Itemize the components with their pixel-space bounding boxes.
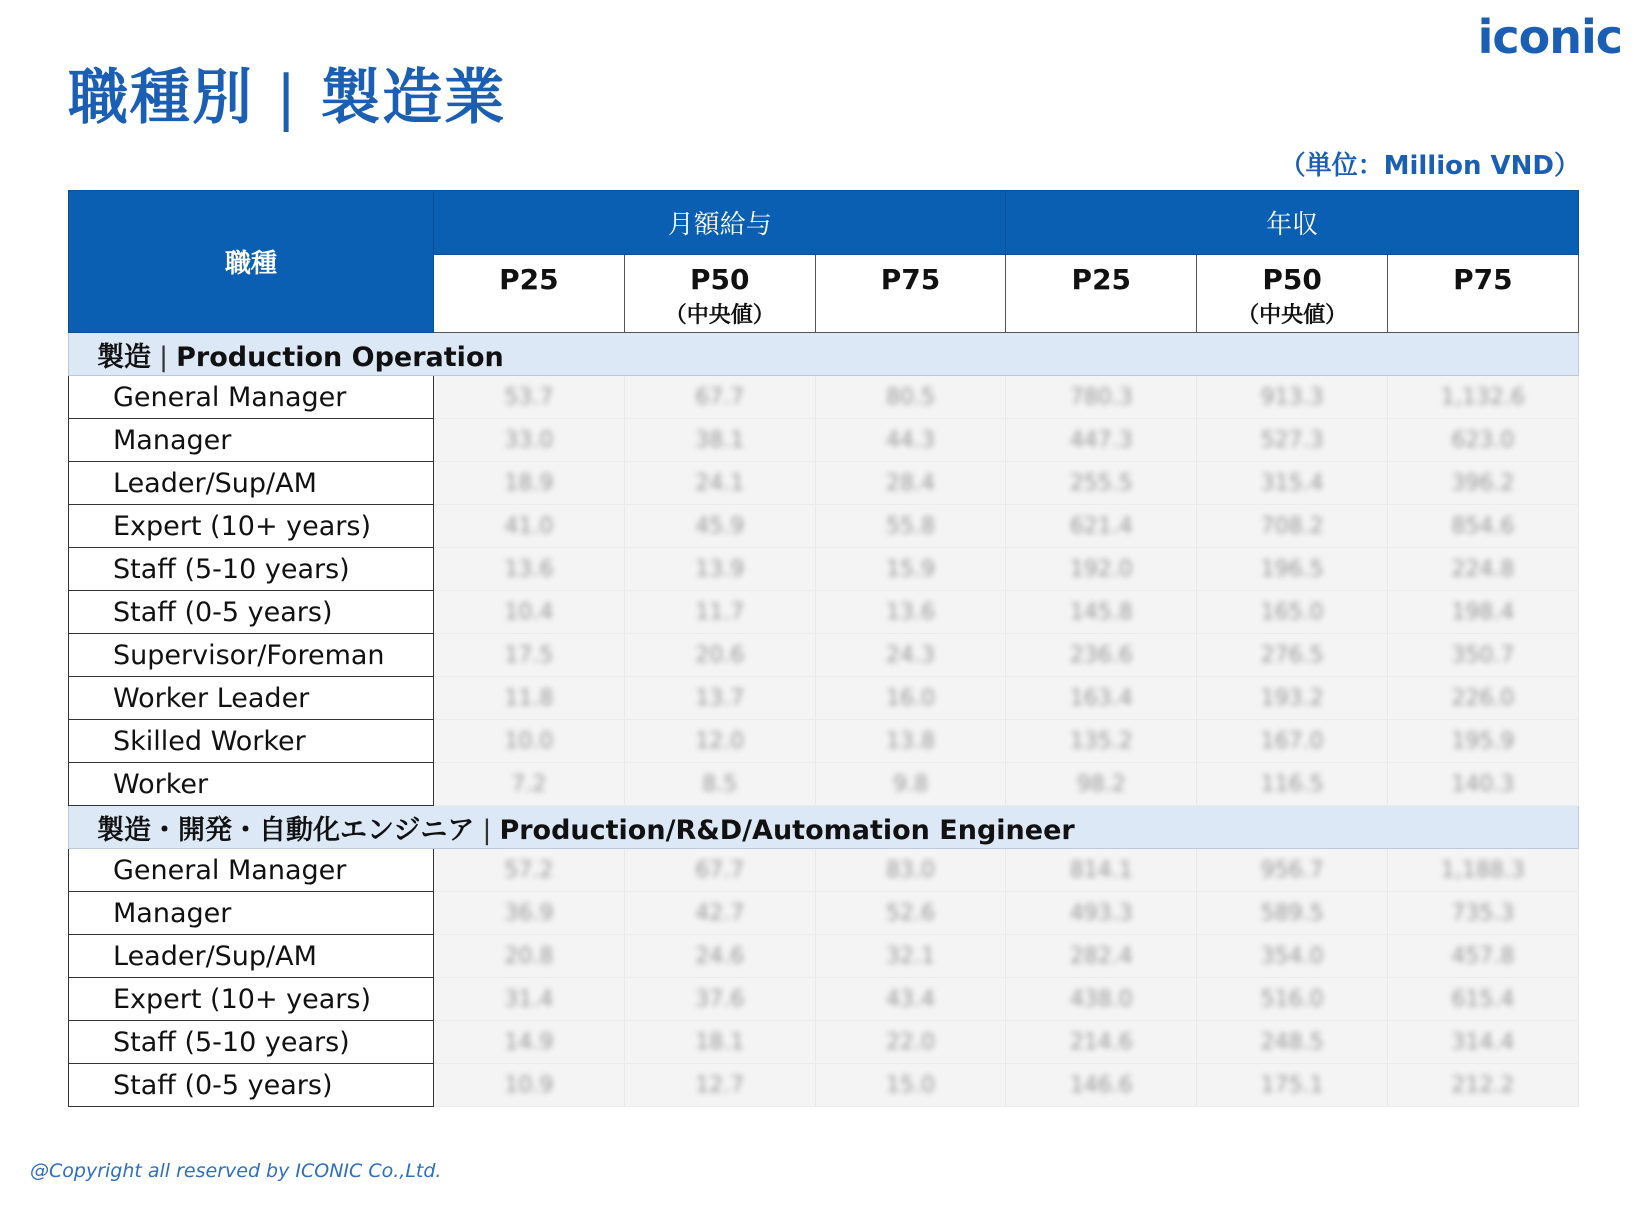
value-cell xyxy=(1388,677,1579,720)
blurred-value: 83.0 xyxy=(886,857,935,883)
blurred-value: 11.7 xyxy=(695,599,745,625)
value-cell xyxy=(434,849,625,892)
blurred-value: 198.4 xyxy=(1451,599,1515,625)
blurred-value: 13.6 xyxy=(504,556,554,582)
value-cell xyxy=(815,1064,1006,1107)
value-cell xyxy=(434,419,625,462)
blurred-value: 354.0 xyxy=(1260,943,1324,969)
blurred-value: 276.5 xyxy=(1260,642,1324,668)
value-cell xyxy=(1388,548,1579,591)
value-cell xyxy=(1197,591,1388,634)
value-cell xyxy=(434,376,625,419)
blurred-value: 116.5 xyxy=(1260,771,1324,797)
median-note: （中央値） xyxy=(664,303,775,328)
section-header-row xyxy=(69,806,1579,849)
table-row xyxy=(69,849,1579,892)
blurred-value: 165.0 xyxy=(1260,599,1324,625)
value-cell xyxy=(434,505,625,548)
header-percentile xyxy=(815,255,1006,333)
value-cell xyxy=(624,591,815,634)
blurred-value: 167.0 xyxy=(1260,728,1324,754)
blurred-value: 493.3 xyxy=(1069,900,1133,926)
value-cell xyxy=(624,1021,815,1064)
value-cell xyxy=(1006,505,1197,548)
blurred-value: 36.9 xyxy=(504,900,554,926)
job-title-cell: Worker xyxy=(69,763,434,806)
blurred-value: 438.0 xyxy=(1069,986,1133,1012)
section-title xyxy=(69,333,1579,376)
percentile-label: P75 xyxy=(1453,263,1513,296)
table-row xyxy=(69,591,1579,634)
value-cell xyxy=(1197,935,1388,978)
blurred-value: 224.8 xyxy=(1451,556,1515,582)
blurred-value: 80.5 xyxy=(886,384,935,410)
blurred-value: 22.0 xyxy=(886,1029,935,1055)
value-cell xyxy=(1006,462,1197,505)
value-cell xyxy=(815,677,1006,720)
value-cell xyxy=(1006,978,1197,1021)
blurred-value: 780.3 xyxy=(1069,384,1133,410)
table-row xyxy=(69,634,1579,677)
value-cell xyxy=(434,1064,625,1107)
table-row xyxy=(69,548,1579,591)
blurred-value: 43.4 xyxy=(886,986,935,1012)
value-cell xyxy=(1006,849,1197,892)
blurred-value: 621.4 xyxy=(1069,513,1133,539)
value-cell xyxy=(815,1021,1006,1064)
value-cell xyxy=(624,1064,815,1107)
blurred-value: 10.4 xyxy=(504,599,554,625)
blurred-value: 57.2 xyxy=(504,857,554,883)
header-annual-income: 年収 xyxy=(1006,191,1578,255)
job-title-cell: Manager xyxy=(69,419,434,462)
blurred-value: 67.7 xyxy=(695,857,745,883)
value-cell xyxy=(1388,720,1579,763)
value-cell xyxy=(1388,591,1579,634)
value-cell xyxy=(815,849,1006,892)
blurred-value: 37.6 xyxy=(695,986,745,1012)
value-cell xyxy=(1006,419,1197,462)
job-title-cell: Staff (0-5 years) xyxy=(69,591,434,634)
value-cell xyxy=(815,462,1006,505)
value-cell xyxy=(624,720,815,763)
value-cell xyxy=(624,376,815,419)
value-cell xyxy=(434,462,625,505)
section-label-en: Production Operation xyxy=(176,341,504,373)
header-monthly-salary: 月額給与 xyxy=(434,191,1006,255)
section-header-row xyxy=(69,333,1579,376)
blurred-value: 589.5 xyxy=(1260,900,1324,926)
blurred-value: 175.1 xyxy=(1260,1072,1324,1098)
value-cell xyxy=(1197,849,1388,892)
value-cell xyxy=(434,548,625,591)
value-cell xyxy=(1006,720,1197,763)
blurred-value: 350.7 xyxy=(1451,642,1515,668)
section-label-en: Production/R&D/Automation Engineer xyxy=(499,814,1075,846)
value-cell xyxy=(1388,1064,1579,1107)
unit-label: （単位：Million VND） xyxy=(1279,151,1580,181)
job-title-cell: Staff (0-5 years) xyxy=(69,1064,434,1107)
table-row xyxy=(69,376,1579,419)
blurred-value: 226.0 xyxy=(1451,685,1515,711)
value-cell xyxy=(434,634,625,677)
blurred-value: 20.6 xyxy=(695,642,745,668)
salary-table xyxy=(68,190,1579,1107)
table-row xyxy=(69,935,1579,978)
blurred-value: 195.9 xyxy=(1451,728,1515,754)
blurred-value: 42.7 xyxy=(695,900,745,926)
blurred-value: 13.9 xyxy=(695,556,745,582)
value-cell xyxy=(815,548,1006,591)
blurred-value: 12.0 xyxy=(695,728,745,754)
blurred-value: 135.2 xyxy=(1069,728,1133,754)
blurred-value: 214.6 xyxy=(1069,1029,1133,1055)
blurred-value: 314.4 xyxy=(1451,1029,1515,1055)
blurred-value: 45.9 xyxy=(695,513,745,539)
blurred-value: 615.4 xyxy=(1451,986,1515,1012)
value-cell xyxy=(1197,763,1388,806)
value-cell xyxy=(624,462,815,505)
value-cell xyxy=(434,677,625,720)
value-cell xyxy=(1006,548,1197,591)
value-cell xyxy=(1197,978,1388,1021)
page-title xyxy=(68,50,506,136)
title-category: 職種別 xyxy=(68,63,254,133)
table-row xyxy=(69,677,1579,720)
value-cell xyxy=(1006,1021,1197,1064)
value-cell xyxy=(1197,1064,1388,1107)
blurred-value: 457.8 xyxy=(1451,943,1515,969)
value-cell xyxy=(434,1021,625,1064)
blurred-value: 13.7 xyxy=(695,685,745,711)
blurred-value: 248.5 xyxy=(1260,1029,1324,1055)
blurred-value: 956.7 xyxy=(1260,857,1324,883)
blurred-value: 854.6 xyxy=(1451,513,1515,539)
blurred-value: 315.4 xyxy=(1260,470,1324,496)
value-cell xyxy=(815,935,1006,978)
value-cell xyxy=(1388,978,1579,1021)
value-cell xyxy=(624,419,815,462)
blurred-value: 33.0 xyxy=(504,427,554,453)
value-cell xyxy=(1388,634,1579,677)
blurred-value: 282.4 xyxy=(1069,943,1133,969)
value-cell xyxy=(624,548,815,591)
blurred-value: 67.7 xyxy=(695,384,745,410)
blurred-value: 193.2 xyxy=(1260,685,1324,711)
header-percentile xyxy=(1006,255,1197,333)
blurred-value: 527.3 xyxy=(1260,427,1324,453)
value-cell xyxy=(1197,505,1388,548)
blurred-value: 9.8 xyxy=(893,771,928,797)
median-note: （中央値） xyxy=(1237,303,1348,328)
value-cell xyxy=(434,892,625,935)
job-title-cell: Manager xyxy=(69,892,434,935)
value-cell xyxy=(1006,892,1197,935)
value-cell xyxy=(624,978,815,1021)
blurred-value: 10.9 xyxy=(504,1072,554,1098)
percentile-label: P75 xyxy=(880,263,941,296)
blurred-value: 44.3 xyxy=(886,427,935,453)
blurred-value: 163.4 xyxy=(1069,685,1133,711)
blurred-value: 708.2 xyxy=(1260,513,1324,539)
value-cell xyxy=(1197,462,1388,505)
job-title-cell: Expert (10+ years) xyxy=(69,978,434,1021)
value-cell xyxy=(624,634,815,677)
value-cell xyxy=(815,505,1006,548)
section-label-jp: 製造・開発・自動化エンジニア xyxy=(97,814,475,846)
copyright-footer: @Copyright all reserved by ICONIC Co.,Ltd. xyxy=(30,1160,442,1182)
value-cell xyxy=(1388,849,1579,892)
blurred-value: 98.2 xyxy=(1076,771,1126,797)
job-title-cell: Worker Leader xyxy=(69,677,434,720)
blurred-value: 41.0 xyxy=(504,513,554,539)
value-cell xyxy=(1197,677,1388,720)
header-percentile xyxy=(1388,255,1579,333)
value-cell xyxy=(1006,935,1197,978)
value-cell xyxy=(815,591,1006,634)
value-cell xyxy=(815,720,1006,763)
value-cell xyxy=(624,892,815,935)
blurred-value: 52.6 xyxy=(886,900,935,926)
value-cell xyxy=(1388,892,1579,935)
percentile-label: P50 xyxy=(689,263,750,296)
blurred-value: 1,188.3 xyxy=(1440,857,1525,883)
value-cell xyxy=(1388,935,1579,978)
table-row xyxy=(69,892,1579,935)
table-row xyxy=(69,505,1579,548)
table-row xyxy=(69,419,1579,462)
blurred-value: 7.2 xyxy=(511,771,547,797)
blurred-value: 10.0 xyxy=(504,728,554,754)
blurred-value: 516.0 xyxy=(1260,986,1324,1012)
blurred-value: 55.8 xyxy=(886,513,935,539)
value-cell xyxy=(624,849,815,892)
value-cell xyxy=(434,720,625,763)
table-row xyxy=(69,978,1579,1021)
title-industry: 製造業 xyxy=(320,63,507,133)
blurred-value: 15.0 xyxy=(886,1072,935,1098)
value-cell xyxy=(1006,677,1197,720)
job-title-cell: Staff (5-10 years) xyxy=(69,1021,434,1064)
blurred-value: 913.3 xyxy=(1260,384,1324,410)
blurred-value: 13.6 xyxy=(886,599,935,625)
value-cell xyxy=(1197,1021,1388,1064)
job-title-cell: Expert (10+ years) xyxy=(69,505,434,548)
blurred-value: 16.0 xyxy=(886,685,935,711)
value-cell xyxy=(1197,634,1388,677)
blurred-value: 17.5 xyxy=(504,642,554,668)
blurred-value: 146.6 xyxy=(1069,1072,1133,1098)
value-cell xyxy=(1006,634,1197,677)
header-percentile xyxy=(624,255,815,333)
percentile-label: P25 xyxy=(1071,263,1132,296)
blurred-value: 15.9 xyxy=(886,556,935,582)
header-percentile xyxy=(434,255,625,333)
value-cell xyxy=(815,419,1006,462)
table-row xyxy=(69,462,1579,505)
value-cell xyxy=(624,763,815,806)
blurred-value: 145.8 xyxy=(1069,599,1133,625)
value-cell xyxy=(1388,376,1579,419)
value-cell xyxy=(815,892,1006,935)
value-cell xyxy=(1197,720,1388,763)
section-separator: | xyxy=(482,814,492,846)
table-body xyxy=(69,333,1579,1107)
iconic-logo: iconic xyxy=(1477,10,1622,64)
value-cell xyxy=(434,935,625,978)
percentile-label: P50 xyxy=(1262,263,1322,296)
value-cell xyxy=(1006,763,1197,806)
value-cell xyxy=(1388,763,1579,806)
value-cell xyxy=(1006,376,1197,419)
blurred-value: 255.5 xyxy=(1069,470,1133,496)
blurred-value: 24.6 xyxy=(695,943,745,969)
table-row xyxy=(69,763,1579,806)
value-cell xyxy=(434,978,625,1021)
job-title-cell: Supervisor/Foreman xyxy=(69,634,434,677)
blurred-value: 24.3 xyxy=(886,642,935,668)
value-cell xyxy=(434,763,625,806)
value-cell xyxy=(1388,462,1579,505)
value-cell xyxy=(1197,892,1388,935)
value-cell xyxy=(1197,376,1388,419)
blurred-value: 28.4 xyxy=(886,470,935,496)
blurred-value: 814.1 xyxy=(1069,857,1133,883)
blurred-value: 623.0 xyxy=(1451,427,1515,453)
table-row xyxy=(69,720,1579,763)
job-title-cell: General Manager xyxy=(69,849,434,892)
blurred-value: 38.1 xyxy=(695,427,745,453)
blurred-value: 140.3 xyxy=(1451,771,1515,797)
blurred-value: 447.3 xyxy=(1069,427,1133,453)
blurred-value: 53.7 xyxy=(504,384,554,410)
blurred-value: 212.2 xyxy=(1451,1072,1515,1098)
blurred-value: 396.2 xyxy=(1451,470,1515,496)
job-title-cell: Staff (5-10 years) xyxy=(69,548,434,591)
value-cell xyxy=(1388,1021,1579,1064)
blurred-value: 236.6 xyxy=(1069,642,1133,668)
table-row xyxy=(69,1021,1579,1064)
value-cell xyxy=(624,677,815,720)
value-cell xyxy=(434,591,625,634)
value-cell xyxy=(815,376,1006,419)
section-label-jp: 製造 xyxy=(97,341,151,373)
value-cell xyxy=(1388,419,1579,462)
blurred-value: 192.0 xyxy=(1069,556,1133,582)
blurred-value: 8.5 xyxy=(702,771,738,797)
section-separator: | xyxy=(159,341,169,373)
job-title-cell: General Manager xyxy=(69,376,434,419)
value-cell xyxy=(815,763,1006,806)
table-row xyxy=(69,1064,1579,1107)
job-title-cell: Leader/Sup/AM xyxy=(69,935,434,978)
job-title-cell: Skilled Worker xyxy=(69,720,434,763)
job-title-cell: Leader/Sup/AM xyxy=(69,462,434,505)
blurred-value: 196.5 xyxy=(1260,556,1324,582)
value-cell xyxy=(815,634,1006,677)
title-separator: | xyxy=(276,63,299,133)
value-cell xyxy=(1006,591,1197,634)
blurred-value: 20.8 xyxy=(504,943,554,969)
value-cell xyxy=(1197,419,1388,462)
percentile-label: P25 xyxy=(499,263,559,296)
value-cell xyxy=(1388,505,1579,548)
value-cell xyxy=(624,505,815,548)
blurred-value: 32.1 xyxy=(886,943,935,969)
value-cell xyxy=(815,978,1006,1021)
blurred-value: 13.8 xyxy=(886,728,935,754)
section-title xyxy=(69,806,1579,849)
header-job: 職種 xyxy=(69,191,434,333)
blurred-value: 24.1 xyxy=(695,470,745,496)
blurred-value: 11.8 xyxy=(504,685,554,711)
value-cell xyxy=(1006,1064,1197,1107)
blurred-value: 1,132.6 xyxy=(1440,384,1525,410)
blurred-value: 735.3 xyxy=(1451,900,1515,926)
header-percentile xyxy=(1197,255,1388,333)
blurred-value: 18.1 xyxy=(695,1029,745,1055)
blurred-value: 18.9 xyxy=(504,470,554,496)
value-cell xyxy=(1197,548,1388,591)
blurred-value: 14.9 xyxy=(504,1029,554,1055)
blurred-value: 12.7 xyxy=(695,1072,745,1098)
blurred-value: 31.4 xyxy=(504,986,554,1012)
value-cell xyxy=(624,935,815,978)
